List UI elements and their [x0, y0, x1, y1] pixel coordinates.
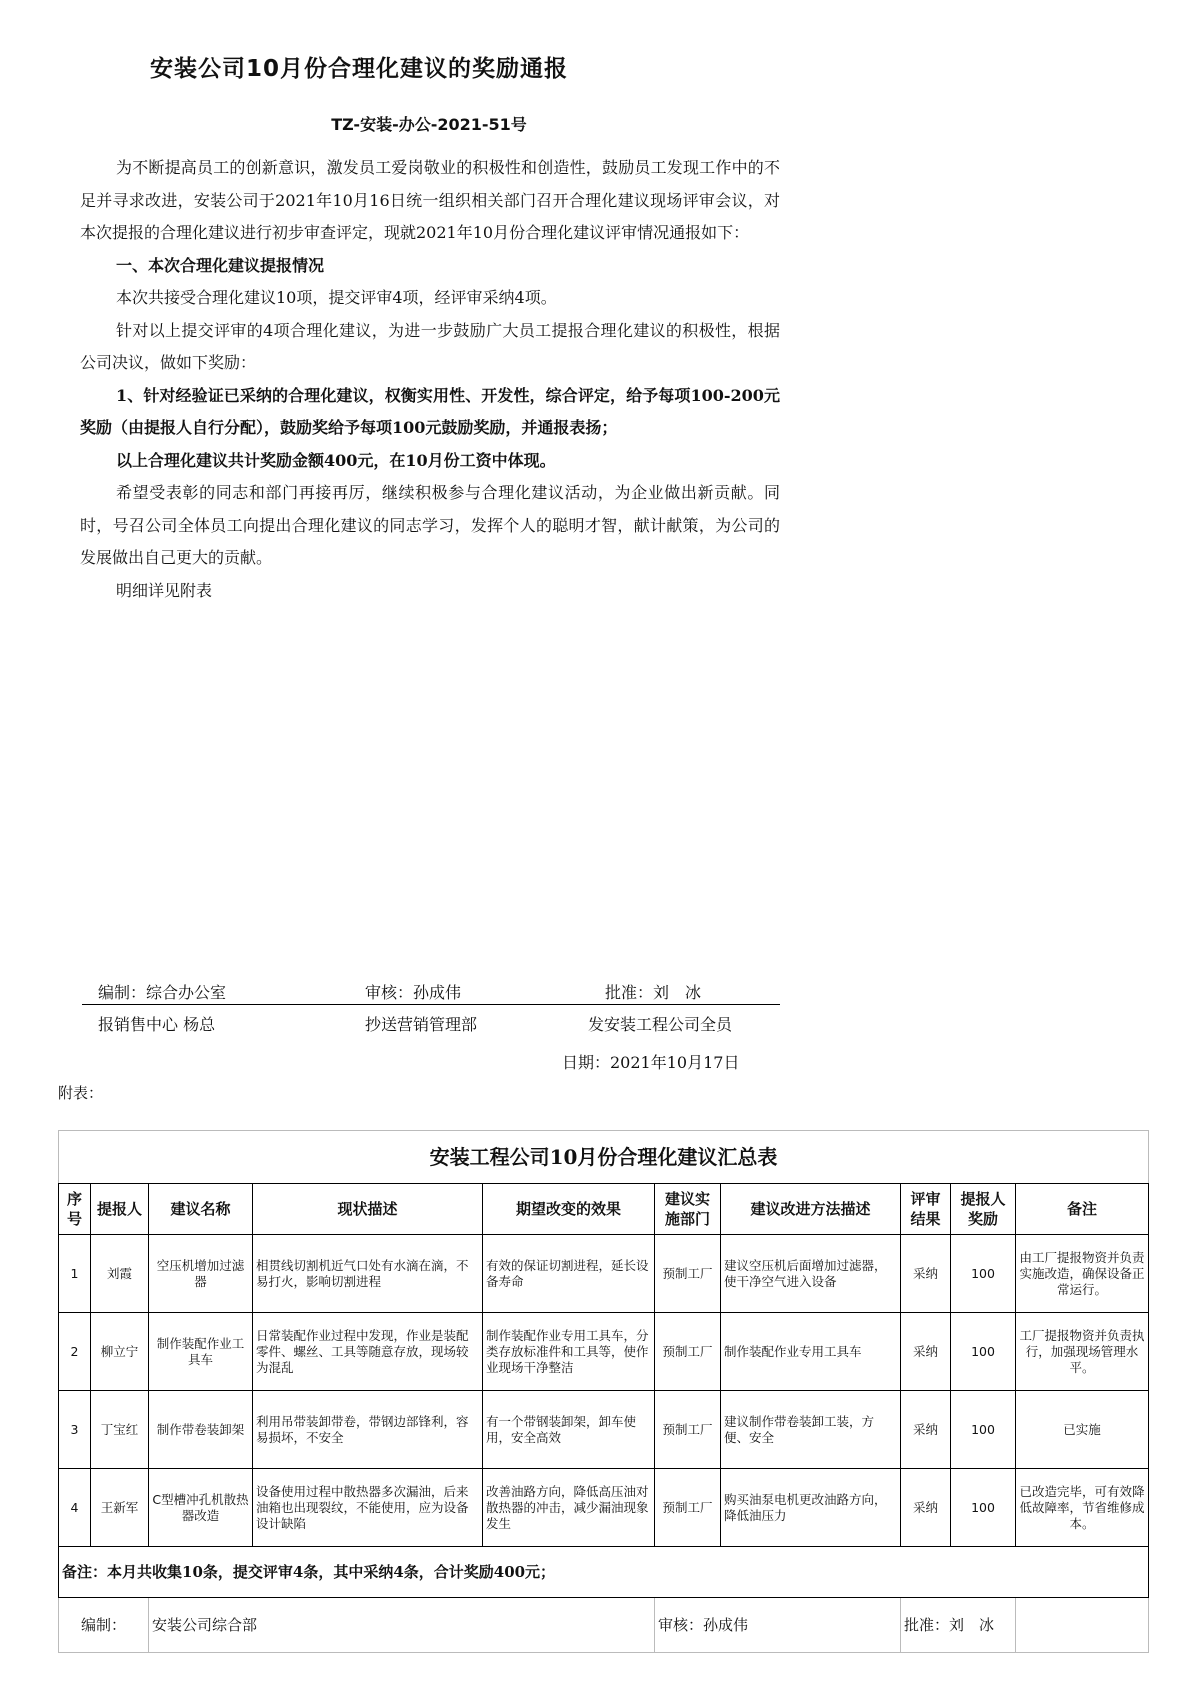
cell-suggestion-name: 制作装配作业工具车 [149, 1313, 253, 1391]
footer-report-to: 报销售中心 杨总 [98, 1015, 216, 1034]
cell-current-status: 相贯线切割机近气口处有水滴在滴，不易打火，影响切割进程 [253, 1235, 483, 1313]
cell-current-status: 日常装配作业过程中发现，作业是装配零件、螺丝、工具等随意存放，现场较为混乱 [253, 1313, 483, 1391]
cell-suggestion-name: 空压机增加过滤器 [149, 1235, 253, 1313]
reward-total-paragraph: 以上合理化建议共计奖励金额400元，在10月份工资中体现。 [116, 450, 556, 470]
cell-reward: 100 [951, 1391, 1016, 1469]
cell-department: 预制工厂 [655, 1313, 721, 1391]
header-cell: 提报人 [91, 1184, 149, 1235]
cell-remark: 已改造完毕，可有效降低故障率，节省维修成本。 [1016, 1469, 1149, 1547]
header-cell: 现状描述 [253, 1184, 483, 1235]
section-heading: 一、本次合理化建议提报情况 [116, 255, 325, 275]
cell-reward: 100 [951, 1313, 1016, 1391]
cell-index: 4 [59, 1469, 91, 1547]
cell-expected-effect: 有效的保证切割进程，延长设备寿命 [483, 1235, 655, 1313]
cell-index: 1 [59, 1235, 91, 1313]
cell-remark: 已实施 [1016, 1391, 1149, 1469]
cell-expected-effect: 制作装配作业专用工具车，分类存放标准件和工具等，使作业现场干净整洁 [483, 1313, 655, 1391]
cell-index: 2 [59, 1313, 91, 1391]
cell-method: 建议制作带卷装卸工装，方便、安全 [721, 1391, 901, 1469]
footer-reviewed: 审核：孙成伟 [365, 983, 462, 1002]
cell-submitter: 柳立宁 [91, 1313, 149, 1391]
signoff-prepared-value: 安装公司综合部 [149, 1598, 655, 1653]
cell-reward: 100 [951, 1469, 1016, 1547]
cell-reward: 100 [951, 1235, 1016, 1313]
table-row [59, 1391, 1149, 1469]
table-row [59, 1313, 1149, 1391]
header-cell: 评审结果 [901, 1184, 951, 1235]
cell-department: 预制工厂 [655, 1391, 721, 1469]
summary-paragraph: 本次共接受合理化建议10项，提交评审4项，经评审采纳4项。 [116, 288, 557, 307]
appendix-label: 附表： [58, 1084, 104, 1102]
cell-current-status: 设备使用过程中散热器多次漏油，后来油箱也出现裂纹，不能使用，应为设备设计缺陷 [253, 1469, 483, 1547]
footer-date: 日期：2021年10月17日 [562, 1053, 740, 1072]
table-row [59, 1469, 1149, 1547]
document-body [80, 152, 780, 607]
footer-prepared: 编制：综合办公室 [98, 983, 227, 1002]
header-cell: 期望改变的效果 [483, 1184, 655, 1235]
reward-intro-paragraph: 针对以上提交评审的4项合理化建议，为进一步鼓励广大员工提报合理化建议的积极性，根据公司决议，做如下奖励： [80, 320, 780, 372]
cell-department: 预制工厂 [655, 1469, 721, 1547]
footer-cc: 抄送营销管理部 [365, 1015, 478, 1034]
table-row [59, 1235, 1149, 1313]
footer-approved: 批准：刘 冰 [605, 983, 702, 1002]
header-cell: 建议名称 [149, 1184, 253, 1235]
cell-result: 采纳 [901, 1313, 951, 1391]
cell-remark: 工厂提报物资并负责执行，加强现场管理水平。 [1016, 1313, 1149, 1391]
attachment-note: 明细详见附表 [116, 580, 213, 600]
cell-current-status: 利用吊带装卸带卷，带钢边部锋利，容易损坏，不安全 [253, 1391, 483, 1469]
cell-index: 3 [59, 1391, 91, 1469]
table-note: 备注：本月共收集10条，提交评审4条，其中采纳4条，合计奖励400元； [59, 1547, 1149, 1598]
cell-suggestion-name: C型槽冲孔机散热器改造 [149, 1469, 253, 1547]
header-cell: 建议改进方法描述 [721, 1184, 901, 1235]
cell-remark: 由工厂提报物资并负责实施改造，确保设备正常运行。 [1016, 1235, 1149, 1313]
cell-expected-effect: 改善油路方向，降低高压油对散热器的冲击，减少漏油现象发生 [483, 1469, 655, 1547]
signoff-prepared-label: 编制： [59, 1598, 149, 1653]
cell-result: 采纳 [901, 1235, 951, 1313]
cell-expected-effect: 有一个带钢装卸架，卸车使用，安全高效 [483, 1391, 655, 1469]
reward-rule-paragraph: 1、针对经验证已采纳的合理化建议，权衡实用性、开发性，综合评定，给予每项100-200元奖励（由提报人自行分配），鼓励奖给予每项100元鼓励奖励，并通报表扬； [80, 385, 780, 437]
cell-method: 购买油泵电机更改油路方向，降低油压力 [721, 1469, 901, 1547]
signoff-blank [1016, 1598, 1149, 1653]
header-cell: 序号 [59, 1184, 91, 1235]
signoff-reviewed: 审核：孙成伟 [655, 1598, 901, 1653]
cell-result: 采纳 [901, 1469, 951, 1547]
table-signoff-row [59, 1598, 1149, 1653]
document-title: 安装公司10月份合理化建议的奖励通报 [150, 56, 569, 82]
cell-suggestion-name: 制作带卷装卸架 [149, 1391, 253, 1469]
intro-paragraph: 为不断提高员工的创新意识，激发员工爱岗敬业的积极性和创造性，鼓励员工发现工作中的不足并寻求改进，安装公司于2021年10月16日统一组织相关部门召开合理化建议现场评审会议，对本次提报的合理化建议进行初步审查评定，现就2021年10月份合理化建议评审情况通报如下： [80, 158, 780, 242]
footer-divider [82, 1004, 780, 1005]
cell-submitter: 丁宝红 [91, 1391, 149, 1469]
document-number: TZ-安装-办公-2021-51号 [331, 115, 527, 134]
cell-result: 采纳 [901, 1391, 951, 1469]
cell-method: 建议空压机后面增加过滤器，使干净空气进入设备 [721, 1235, 901, 1313]
cell-submitter: 刘霞 [91, 1235, 149, 1313]
header-cell: 备注 [1016, 1184, 1149, 1235]
signoff-approved: 批准：刘 冰 [901, 1598, 1016, 1653]
cell-method: 制作装配作业专用工具车 [721, 1313, 901, 1391]
summary-table [58, 1130, 1149, 1653]
closing-paragraph: 希望受表彰的同志和部门再接再厉，继续积极参与合理化建议活动，为企业做出新贡献。同时，号召公司全体员工向提出合理化建议的同志学习，发挥个人的聪明才智，献计献策，为公司的发展做出自己更大的贡献。 [80, 483, 780, 567]
cell-department: 预制工厂 [655, 1235, 721, 1313]
header-cell: 建议实施部门 [655, 1184, 721, 1235]
table-caption: 安装工程公司10月份合理化建议汇总表 [59, 1131, 1149, 1184]
table-header-row [59, 1184, 1149, 1235]
footer-distribute: 发安装工程公司全员 [588, 1015, 733, 1034]
header-cell: 提报人奖励 [951, 1184, 1016, 1235]
cell-submitter: 王新军 [91, 1469, 149, 1547]
